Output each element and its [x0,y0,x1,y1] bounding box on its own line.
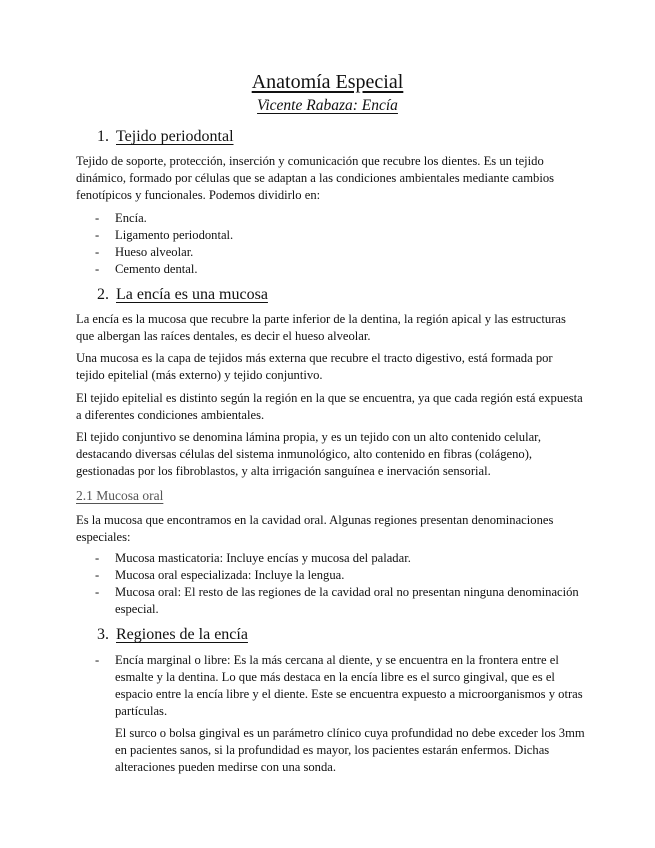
section-1-heading [97,127,234,147]
section-3-number: 3. [97,626,109,643]
list-item: - Mucosa masticatoria: Incluye encías y mucosa del paladar. [95,551,411,565]
bullet-dash: - [95,653,100,667]
section-3-list [76,652,584,720]
bullet-dash: - [95,568,100,582]
section-2-1-paragraph: Es la mucosa que encontramos en la cavidad oral. Algunas regiones presentan denominaciones especiales: [76,513,554,544]
list-item: - Mucosa oral: El resto de las regiones de la cavidad oral no presentan ninguna denominación especial. [95,585,579,616]
list-item: - Encía marginal o libre: Es la más cercana al diente, y se encuentra en la frontera entre el esmalte y la dentina. Lo que más destaca en la encía libre es el surco gingival, que es el espacio entre la encía libre y el diente. Este se encuentra expuesto a microorganismos y otras partículas. [95,653,583,718]
section-2-title: La encía es una mucosa [116,286,268,303]
list-item: - Ligamento periodontal. [95,228,234,242]
section-2-number: 2. [97,286,109,303]
section-2-1-heading: 2.1 Mucosa oral [76,488,164,503]
section-2-paragraph-2: Una mucosa es la capa de tejidos más externa que recubre el tracto digestivo, está formada por tejido epitelial (más externo) y tejido conjuntivo. [76,351,553,382]
section-1-list [76,210,584,278]
section-3-title: Regiones de la encía [116,626,248,643]
document-title: Anatomía Especial [251,71,404,93]
section-1-number: 1. [97,128,109,145]
section-1-title: Tejido periodontal [116,128,234,145]
bullet-dash: - [95,228,100,242]
bullet-dash: - [95,551,100,565]
bullet-dash: - [95,262,100,276]
document-subtitle: Vicente Rabaza: Encía [257,97,398,114]
bullet-dash: - [95,585,100,599]
list-item: - Cemento dental. [95,262,198,276]
list-item: - Encía. [95,211,147,225]
section-2-1-list [76,550,584,618]
section-3-indented-paragraph: El surco o bolsa gingival es un parámetro clínico cuya profundidad no debe exceder los 3mm en pacientes sanos, si la profundidad es mayor, los pacientes estarán enfermos. Dichas alteraciones pueden medirse con una sonda. [115,726,585,774]
section-2-paragraph-4: El tejido conjuntivo se denomina lámina propia, y es un tejido con un alto contenido celular, destacando diversas células del sistema inmunológico, alto contenido en fibras (colágeno), gestionadas por los fibroblastos, y alta irrigación sanguínea e inervación sensorial. [76,430,541,478]
bullet-dash: - [95,245,100,259]
section-2-paragraph-1: La encía es la mucosa que recubre la parte inferior de la dentina, la región apical y las estructuras que albergan las raíces dentales, es decir el hueso alveolar. [76,312,566,343]
section-1-paragraph: Tejido de soporte, protección, inserción y comunicación que recubre los dientes. Es un tejido dinámico, formado por células que se adaptan a las condiciones ambientales mediante cambios fenotípicos y funcionales. Podemos dividirlo en: [76,154,555,202]
section-2-heading [97,285,268,305]
list-item: - Mucosa oral especializada: Incluye la lengua. [95,568,345,582]
section-2-paragraph-3: El tejido epitelial es distinto según la región en la que se encuentra, ya que cada región está expuesta a diferentes condiciones ambientales. [76,391,583,422]
section-3-heading [97,625,248,645]
bullet-dash: - [95,211,100,225]
list-item: - Hueso alveolar. [95,245,194,259]
